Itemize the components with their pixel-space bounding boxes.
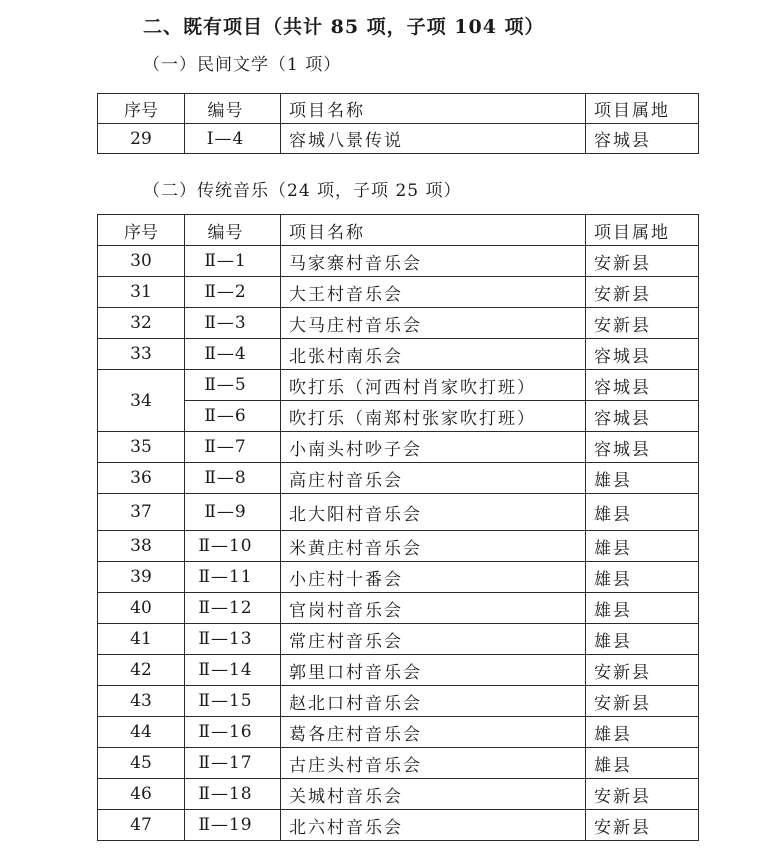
cell-name: 小南头村吵子会: [281, 432, 586, 463]
cell-seq: 30: [98, 246, 185, 277]
header-code: 编号: [185, 215, 281, 246]
table-row: [98, 494, 699, 531]
traditional-music-table: [97, 214, 699, 841]
table-row: [98, 562, 699, 593]
section-1-title: （一）民间文学（1 项）: [143, 55, 342, 75]
table-row: [98, 593, 699, 624]
cell-location: 容城县: [586, 124, 699, 154]
cell-name: 关城村音乐会: [281, 779, 586, 810]
table-row: [98, 124, 699, 154]
cell-location: 安新县: [586, 779, 699, 810]
section-2-title: （二）传统音乐（24 项，子项 25 项）: [143, 181, 462, 201]
header-name: 项目名称: [281, 94, 586, 124]
cell-seq: 32: [98, 308, 185, 339]
cell-location: 雄县: [586, 494, 699, 531]
cell-location: 安新县: [586, 655, 699, 686]
cell-name: 赵北口村音乐会: [281, 686, 586, 717]
cell-code: Ⅱ—9: [185, 494, 281, 531]
cell-location: 安新县: [586, 308, 699, 339]
cell-seq: 43: [98, 686, 185, 717]
cell-location: 容城县: [586, 432, 699, 463]
header-name: 项目名称: [281, 215, 586, 246]
cell-seq: 42: [98, 655, 185, 686]
cell-seq: 31: [98, 277, 185, 308]
cell-seq: 40: [98, 593, 185, 624]
cell-code: Ⅰ—4: [185, 124, 281, 154]
cell-location: 雄县: [586, 531, 699, 562]
cell-location: 安新县: [586, 810, 699, 841]
header-location: 项目属地: [586, 94, 699, 124]
cell-location: 容城县: [586, 401, 699, 432]
cell-location: 安新县: [586, 246, 699, 277]
cell-seq: 47: [98, 810, 185, 841]
cell-location: 雄县: [586, 717, 699, 748]
table-header-row: [98, 215, 699, 246]
table-row: [98, 370, 699, 401]
cell-location: 雄县: [586, 562, 699, 593]
cell-location: 容城县: [586, 370, 699, 401]
cell-seq: 35: [98, 432, 185, 463]
cell-location: 雄县: [586, 463, 699, 494]
cell-code: Ⅱ—10: [185, 531, 281, 562]
cell-seq: 37: [98, 494, 185, 531]
cell-seq: 46: [98, 779, 185, 810]
table-row: [98, 401, 699, 432]
table-row: [98, 779, 699, 810]
header-code: 编号: [185, 94, 281, 124]
cell-seq: 39: [98, 562, 185, 593]
cell-location: 雄县: [586, 593, 699, 624]
table-row: [98, 432, 699, 463]
cell-location: 安新县: [586, 277, 699, 308]
cell-name: 古庄头村音乐会: [281, 748, 586, 779]
cell-code: Ⅱ—15: [185, 686, 281, 717]
table-row: [98, 463, 699, 494]
cell-name: 官岗村音乐会: [281, 593, 586, 624]
cell-seq: 41: [98, 624, 185, 655]
table-row: [98, 308, 699, 339]
table-row: [98, 655, 699, 686]
cell-name: 米黄庄村音乐会: [281, 531, 586, 562]
cell-code: Ⅱ—19: [185, 810, 281, 841]
cell-code: Ⅱ—8: [185, 463, 281, 494]
cell-code: Ⅱ—1: [185, 246, 281, 277]
table-row: [98, 246, 699, 277]
header-seq: 序号: [98, 94, 185, 124]
cell-code: Ⅱ—6: [185, 401, 281, 432]
cell-name: 马家寨村音乐会: [281, 246, 586, 277]
table-row: [98, 810, 699, 841]
cell-code: Ⅱ—14: [185, 655, 281, 686]
cell-code: Ⅱ—2: [185, 277, 281, 308]
cell-code: Ⅱ—12: [185, 593, 281, 624]
cell-location: 安新县: [586, 686, 699, 717]
cell-seq-merged: 34: [98, 370, 185, 432]
cell-name: 葛各庄村音乐会: [281, 717, 586, 748]
cell-code: Ⅱ—3: [185, 308, 281, 339]
cell-location: 雄县: [586, 748, 699, 779]
table-row: [98, 748, 699, 779]
table-row: [98, 339, 699, 370]
cell-code: Ⅱ—18: [185, 779, 281, 810]
cell-code: Ⅱ—13: [185, 624, 281, 655]
cell-code: Ⅱ—7: [185, 432, 281, 463]
header-seq: 序号: [98, 215, 185, 246]
cell-name: 北六村音乐会: [281, 810, 586, 841]
table-row: [98, 531, 699, 562]
cell-seq: 38: [98, 531, 185, 562]
table-header-row: [98, 94, 699, 124]
cell-code: Ⅱ—17: [185, 748, 281, 779]
cell-seq: 44: [98, 717, 185, 748]
cell-location: 雄县: [586, 624, 699, 655]
cell-code: Ⅱ—11: [185, 562, 281, 593]
table-row: [98, 717, 699, 748]
folk-literature-table: [97, 93, 699, 154]
main-heading: 二、既有项目（共计 85 项，子项 104 项）: [143, 16, 545, 38]
header-location: 项目属地: [586, 215, 699, 246]
cell-name: 大王村音乐会: [281, 277, 586, 308]
cell-seq: 36: [98, 463, 185, 494]
cell-code: Ⅱ—16: [185, 717, 281, 748]
cell-name: 小庄村十番会: [281, 562, 586, 593]
cell-seq: 45: [98, 748, 185, 779]
cell-code: Ⅱ—4: [185, 339, 281, 370]
cell-name: 高庄村音乐会: [281, 463, 586, 494]
table-row: [98, 624, 699, 655]
cell-name: 吹打乐（河西村肖家吹打班）: [281, 370, 586, 401]
cell-name: 吹打乐（南郑村张家吹打班）: [281, 401, 586, 432]
cell-name: 北张村南乐会: [281, 339, 586, 370]
cell-name: 容城八景传说: [281, 124, 586, 154]
cell-name: 郭里口村音乐会: [281, 655, 586, 686]
cell-name: 常庄村音乐会: [281, 624, 586, 655]
table-row: [98, 686, 699, 717]
cell-name: 大马庄村音乐会: [281, 308, 586, 339]
table-row: [98, 277, 699, 308]
cell-name: 北大阳村音乐会: [281, 494, 586, 531]
cell-location: 容城县: [586, 339, 699, 370]
cell-seq: 29: [98, 124, 185, 154]
cell-seq: 33: [98, 339, 185, 370]
cell-code: Ⅱ—5: [185, 370, 281, 401]
